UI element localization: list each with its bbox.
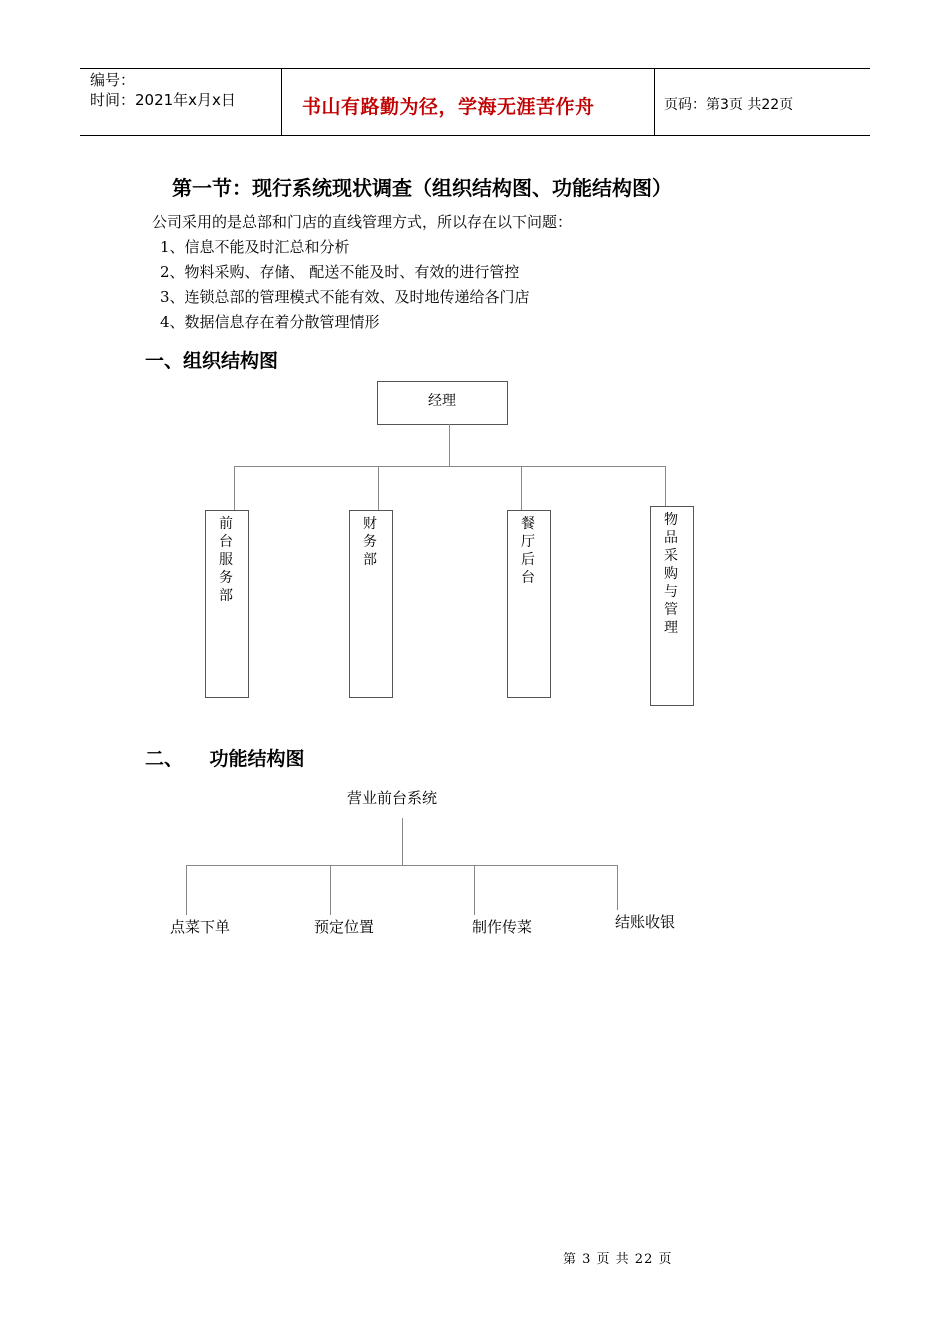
- intro-item-2: 2、物料采购、存储、 配送不能及时、有效的进行管控: [160, 263, 520, 281]
- func-root-connector: [402, 818, 403, 865]
- header-motto: 书山有路勤为径，学海无涯苦作舟: [302, 96, 595, 118]
- func-root-label: 营业前台系统: [347, 789, 438, 807]
- page-footer: 第 3 页 共 22 页: [563, 1252, 673, 1267]
- func-child-label-2: 预定位置: [314, 918, 375, 936]
- intro-item-1: 1、信息不能及时汇总和分析: [160, 238, 350, 256]
- org-root-box: [377, 381, 508, 425]
- org-child-box-4: [650, 506, 694, 706]
- func-child-label-1: 点菜下单: [170, 918, 231, 936]
- org-child-label-4: 物品采购与管理: [664, 512, 678, 636]
- header-time-label: 时间：2021年x月x日: [90, 91, 236, 109]
- org-child-label-3: 餐厅后台: [521, 516, 535, 586]
- func-horizontal-connector: [186, 865, 618, 866]
- func-branch-3: [474, 865, 475, 915]
- org-branch-2: [378, 466, 379, 510]
- header-number-label: 编号：: [90, 71, 136, 89]
- func-child-label-3: 制作传菜: [472, 918, 533, 936]
- org-child-box-1: [205, 510, 249, 698]
- func-branch-1: [186, 865, 187, 915]
- org-branch-3: [521, 466, 522, 510]
- header-bottom-border: [80, 135, 870, 136]
- org-root-label: 经理: [428, 393, 456, 409]
- org-child-box-2: [349, 510, 393, 698]
- org-branch-4: [665, 466, 666, 506]
- intro-item-4: 4、数据信息存在着分散管理情形: [160, 313, 380, 331]
- header-divider-2: [654, 68, 655, 136]
- header-page-info: 页码：第3页 共22页: [664, 97, 794, 113]
- org-child-box-3: [507, 510, 551, 698]
- func-chart-heading: 二、 功能结构图: [145, 748, 305, 770]
- header-divider-1: [281, 68, 282, 136]
- org-horizontal-connector: [234, 466, 666, 467]
- org-child-label-2: 财务部: [363, 516, 377, 568]
- func-branch-2: [330, 865, 331, 915]
- func-branch-4: [617, 865, 618, 910]
- func-child-label-4: 结账收银: [615, 913, 676, 931]
- intro-item-3: 3、连锁总部的管理模式不能有效、及时地传递给各门店: [160, 288, 530, 306]
- intro-lead: 公司采用的是总部和门店的直线管理方式，所以存在以下问题：: [152, 213, 573, 231]
- org-root-connector: [449, 424, 450, 467]
- org-child-label-1: 前台服务部: [219, 516, 233, 604]
- org-branch-1: [234, 466, 235, 510]
- section-title: 第一节：现行系统现状调查（组织结构图、功能结构图）: [172, 176, 672, 200]
- org-chart-heading: 一、组织结构图: [145, 350, 279, 372]
- header-top-border: [80, 68, 870, 69]
